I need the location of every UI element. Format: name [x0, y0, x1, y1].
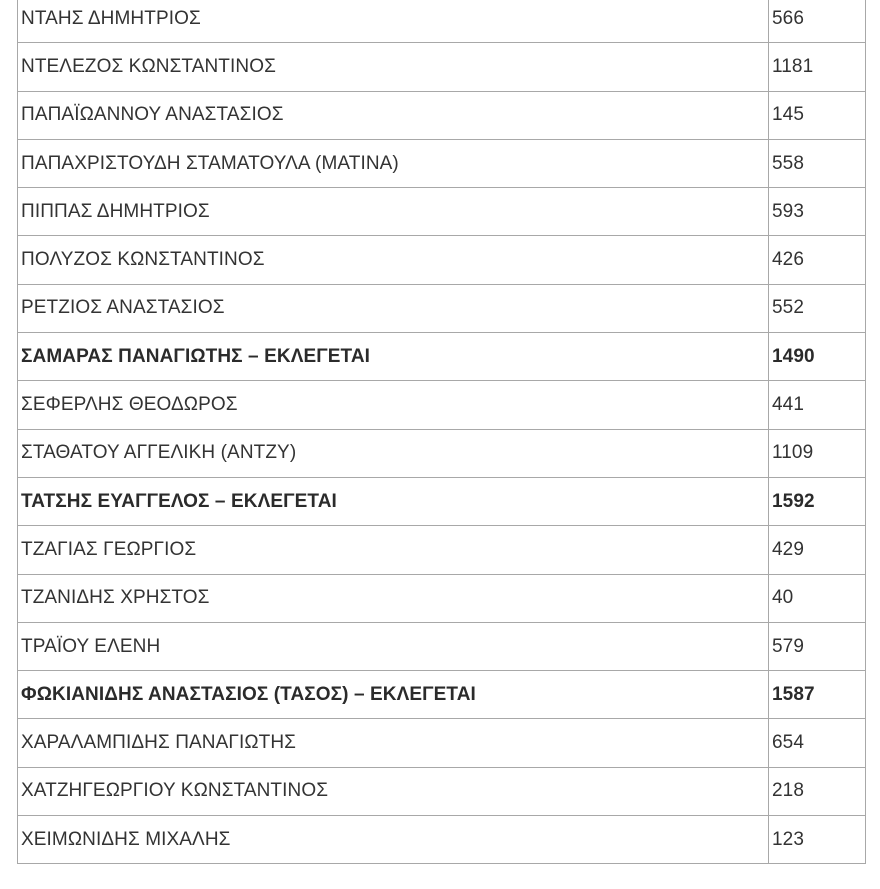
vote-count: 429 [769, 526, 866, 574]
candidate-name: ΤΖΑΝΙΔΗΣ ΧΡΗΣΤΟΣ [18, 574, 769, 622]
candidate-name: ΧΑΤΖΗΓΕΩΡΓΙΟΥ ΚΩΝΣΤΑΝΤΙΝΟΣ [18, 767, 769, 815]
table-row [18, 139, 866, 187]
candidate-name: ΣΑΜΑΡΑΣ ΠΑΝΑΓΙΩΤΗΣ – ΕΚΛΕΓΕΤΑΙ [18, 333, 769, 381]
candidate-name: ΠΑΠΑΧΡΙΣΤΟΥΔΗ ΣΤΑΜΑΤΟΥΛΑ (ΜΑΤΙΝΑ) [18, 139, 769, 187]
vote-count: 1592 [769, 477, 866, 525]
table-row [18, 91, 866, 139]
vote-count: 566 [769, 0, 866, 43]
vote-count: 579 [769, 622, 866, 670]
vote-count: 593 [769, 188, 866, 236]
table-row [18, 0, 866, 43]
table-row-elected [18, 671, 866, 719]
candidate-name: ΤΡΑΪΟΥ ΕΛΕΝΗ [18, 622, 769, 670]
results-table [17, 0, 866, 864]
vote-count: 1587 [769, 671, 866, 719]
candidate-name: ΝΤΑΗΣ ΔΗΜΗΤΡΙΟΣ [18, 0, 769, 43]
candidate-name: ΣΕΦΕΡΛΗΣ ΘΕΟΔΩΡΟΣ [18, 381, 769, 429]
candidate-name: ΠΑΠΑΪΩΑΝΝΟΥ ΑΝΑΣΤΑΣΙΟΣ [18, 91, 769, 139]
candidate-name: ΣΤΑΘΑΤΟΥ ΑΓΓΕΛΙΚΗ (ΑΝΤΖΥ) [18, 429, 769, 477]
vote-count: 218 [769, 767, 866, 815]
vote-count: 123 [769, 816, 866, 864]
table-row [18, 526, 866, 574]
candidate-name: ΤΖΑΓΙΑΣ ΓΕΩΡΓΙΟΣ [18, 526, 769, 574]
candidate-name: ΠΙΠΠΑΣ ΔΗΜΗΤΡΙΟΣ [18, 188, 769, 236]
table-row [18, 381, 866, 429]
results-table-body [18, 0, 866, 864]
table-row [18, 767, 866, 815]
candidate-name: ΦΩΚΙΑΝΙΔΗΣ ΑΝΑΣΤΑΣΙΟΣ (ΤΑΣΟΣ) – ΕΚΛΕΓΕΤΑΙ [18, 671, 769, 719]
vote-count: 1109 [769, 429, 866, 477]
table-row [18, 719, 866, 767]
vote-count: 441 [769, 381, 866, 429]
table-row [18, 622, 866, 670]
vote-count: 654 [769, 719, 866, 767]
table-row [18, 43, 866, 91]
candidate-name: ΡΕΤΖΙΟΣ ΑΝΑΣΤΑΣΙΟΣ [18, 284, 769, 332]
table-row [18, 816, 866, 864]
table-row [18, 188, 866, 236]
vote-count: 426 [769, 236, 866, 284]
table-row-elected [18, 477, 866, 525]
vote-count: 1181 [769, 43, 866, 91]
table-row [18, 284, 866, 332]
vote-count: 1490 [769, 333, 866, 381]
candidate-name: ΝΤΕΛΕΖΟΣ ΚΩΝΣΤΑΝΤΙΝΟΣ [18, 43, 769, 91]
table-row-elected [18, 333, 866, 381]
candidate-name: ΤΑΤΣΗΣ ΕΥΑΓΓΕΛΟΣ – ΕΚΛΕΓΕΤΑΙ [18, 477, 769, 525]
table-row [18, 574, 866, 622]
candidate-name: ΠΟΛΥΖΟΣ ΚΩΝΣΤΑΝΤΙΝΟΣ [18, 236, 769, 284]
table-row [18, 429, 866, 477]
candidate-name: ΧΕΙΜΩΝΙΔΗΣ ΜΙΧΑΛΗΣ [18, 816, 769, 864]
vote-count: 552 [769, 284, 866, 332]
candidate-name: ΧΑΡΑΛΑΜΠΙΔΗΣ ΠΑΝΑΓΙΩΤΗΣ [18, 719, 769, 767]
vote-count: 145 [769, 91, 866, 139]
vote-count: 558 [769, 139, 866, 187]
table-row [18, 236, 866, 284]
vote-count: 40 [769, 574, 866, 622]
